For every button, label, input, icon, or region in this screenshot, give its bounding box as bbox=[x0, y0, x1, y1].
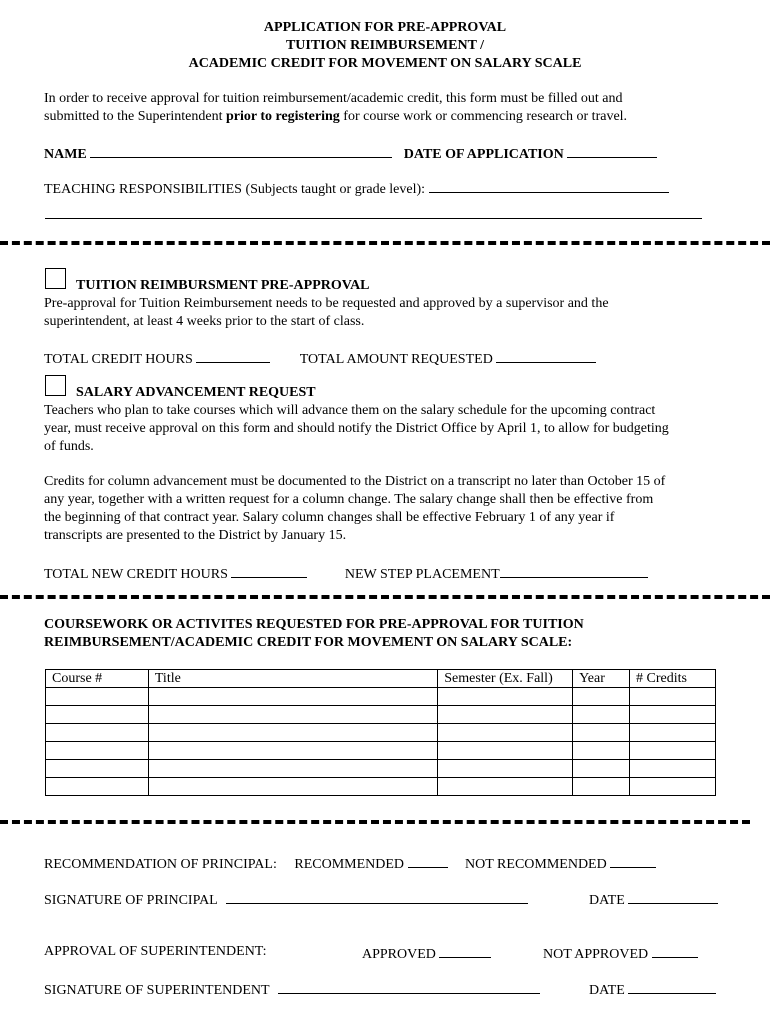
credits-desc-line-2: any year, together with a written request for a column change. The salary change shall then be effective from bbox=[44, 492, 654, 507]
principal-date-label: DATE bbox=[589, 893, 625, 908]
column-header-semester: Semester (Ex. Fall) bbox=[438, 670, 573, 688]
semester-cell[interactable] bbox=[438, 760, 573, 778]
total-credit-hours-label: TOTAL CREDIT HOURS bbox=[44, 352, 193, 367]
salary-desc-line-2: year, must receive approval on this form and should notify the District Office by April 1, to allow for budgeting bbox=[44, 421, 669, 436]
year-cell[interactable] bbox=[573, 724, 630, 742]
year-cell[interactable] bbox=[573, 760, 630, 778]
year-cell[interactable] bbox=[573, 742, 630, 760]
course-cell[interactable] bbox=[46, 706, 149, 724]
course-cell[interactable] bbox=[46, 760, 149, 778]
title-cell[interactable] bbox=[148, 706, 437, 724]
credits-cell[interactable] bbox=[630, 742, 716, 760]
coursework-table bbox=[45, 669, 716, 796]
salary-desc-line-1: Teachers who plan to take courses which will advance them on the salary schedule for the upcoming contract bbox=[44, 403, 656, 418]
total-amount-label: TOTAL AMOUNT REQUESTED bbox=[299, 352, 493, 367]
teaching-field-line-2[interactable] bbox=[45, 218, 702, 219]
teaching-label: TEACHING RESPONSIBILITIES (Subjects taught or grade level): bbox=[44, 182, 426, 197]
salary-totals-row bbox=[44, 563, 648, 584]
credits-cell[interactable] bbox=[630, 778, 716, 796]
name-label: NAME bbox=[44, 147, 87, 162]
table-row bbox=[46, 742, 716, 760]
table-row bbox=[46, 706, 716, 724]
title-cell[interactable] bbox=[148, 688, 437, 706]
semester-cell[interactable] bbox=[438, 778, 573, 796]
salary-heading: SALARY ADVANCEMENT REQUEST bbox=[76, 385, 316, 400]
not-approved-row bbox=[543, 943, 698, 964]
total-amount-field[interactable] bbox=[496, 348, 596, 363]
form-title-line-3: ACADEMIC CREDIT FOR MOVEMENT ON SALARY SCALE bbox=[188, 56, 582, 71]
year-cell[interactable] bbox=[573, 688, 630, 706]
new-credit-hours-label: TOTAL NEW CREDIT HOURS bbox=[44, 567, 228, 582]
approved-field[interactable] bbox=[439, 943, 491, 958]
not-recommended-label: NOT RECOMMENDED bbox=[465, 857, 607, 872]
superintendent-signature-row bbox=[44, 979, 540, 1000]
section-divider bbox=[0, 820, 750, 824]
salary-checkbox[interactable] bbox=[45, 375, 66, 396]
form-title-line-2: TUITION REIMBURSEMENT / bbox=[285, 38, 485, 53]
credits-cell[interactable] bbox=[630, 688, 716, 706]
superintendent-signature-field[interactable] bbox=[278, 979, 540, 994]
superintendent-date-row bbox=[589, 979, 716, 1000]
table-row bbox=[46, 688, 716, 706]
tuition-totals-row bbox=[44, 348, 596, 369]
new-credit-hours-field[interactable] bbox=[231, 563, 307, 578]
course-cell[interactable] bbox=[46, 724, 149, 742]
form-title-line-1: APPLICATION FOR PRE-APPROVAL bbox=[263, 20, 507, 35]
principal-recommendation-row bbox=[44, 853, 656, 874]
recommended-label: RECOMMENDED bbox=[294, 857, 405, 872]
course-cell[interactable] bbox=[46, 688, 149, 706]
credits-cell[interactable] bbox=[630, 724, 716, 742]
column-header-credits: # Credits bbox=[630, 670, 716, 688]
superintendent-date-label: DATE bbox=[589, 983, 625, 998]
tuition-desc-line-1: Pre-approval for Tuition Reimbursement needs to be requested and approved by a supervisor and the bbox=[44, 296, 609, 311]
principal-date-row bbox=[589, 889, 718, 910]
title-cell[interactable] bbox=[148, 778, 437, 796]
section-divider bbox=[0, 241, 770, 245]
name-field-row bbox=[44, 143, 657, 164]
credits-cell[interactable] bbox=[630, 706, 716, 724]
superintendent-signature-label: SIGNATURE OF SUPERINTENDENT bbox=[44, 983, 270, 998]
date-of-application-field[interactable] bbox=[567, 143, 657, 158]
semester-cell[interactable] bbox=[438, 724, 573, 742]
tuition-checkbox[interactable] bbox=[45, 268, 66, 289]
credits-desc-line-4: transcripts are presented to the District by January 15. bbox=[44, 528, 347, 543]
table-row bbox=[46, 760, 716, 778]
year-cell[interactable] bbox=[573, 706, 630, 724]
intro-line-1: In order to receive approval for tuition reimbursement/academic credit, this form must be filled out and bbox=[44, 91, 623, 106]
new-step-field[interactable] bbox=[500, 563, 648, 578]
column-header-year: Year bbox=[573, 670, 630, 688]
teaching-field[interactable] bbox=[429, 178, 669, 193]
intro-line-2: submitted to the Superintendent prior to registering for course work or commencing research or travel. bbox=[44, 109, 628, 124]
new-step-label: NEW STEP PLACEMENT bbox=[344, 567, 500, 582]
column-header-course: Course # bbox=[46, 670, 149, 688]
date-of-application-label: DATE OF APPLICATION bbox=[403, 147, 564, 162]
title-cell[interactable] bbox=[148, 724, 437, 742]
semester-cell[interactable] bbox=[438, 688, 573, 706]
column-header-title: Title bbox=[148, 670, 437, 688]
credits-desc-line-1: Credits for column advancement must be documented to the District on a transcript no later than October 15 of bbox=[44, 474, 666, 489]
principal-signature-row bbox=[44, 889, 528, 910]
name-field[interactable] bbox=[90, 143, 392, 158]
principal-signature-field[interactable] bbox=[226, 889, 528, 904]
semester-cell[interactable] bbox=[438, 742, 573, 760]
year-cell[interactable] bbox=[573, 778, 630, 796]
credits-cell[interactable] bbox=[630, 760, 716, 778]
coursework-heading-2: REIMBURSEMENT/ACADEMIC CREDIT FOR MOVEMENT ON SALARY SCALE: bbox=[44, 635, 573, 650]
not-recommended-field[interactable] bbox=[610, 853, 656, 868]
course-cell[interactable] bbox=[46, 742, 149, 760]
title-cell[interactable] bbox=[148, 742, 437, 760]
credits-desc-line-3: the beginning of that contract year. Salary column changes shall be effective February 1 of any year if bbox=[44, 510, 615, 525]
recommended-field[interactable] bbox=[408, 853, 448, 868]
semester-cell[interactable] bbox=[438, 706, 573, 724]
section-divider bbox=[0, 595, 770, 599]
principal-signature-label: SIGNATURE OF PRINCIPAL bbox=[44, 893, 218, 908]
teaching-row bbox=[44, 178, 669, 199]
table-header-row bbox=[46, 670, 716, 688]
total-credit-hours-field[interactable] bbox=[196, 348, 270, 363]
approved-label: APPROVED bbox=[362, 947, 436, 962]
tuition-desc-line-2: superintendent, at least 4 weeks prior to the start of class. bbox=[44, 314, 365, 329]
intro-emphasis: prior to registering bbox=[225, 109, 340, 124]
superintendent-approval-label: APPROVAL OF SUPERINTENDENT: bbox=[44, 944, 267, 959]
not-approved-field[interactable] bbox=[652, 943, 698, 958]
table-row bbox=[46, 724, 716, 742]
approved-row bbox=[362, 943, 491, 964]
tuition-heading: TUITION REIMBURSMENT PRE-APPROVAL bbox=[76, 278, 370, 293]
not-approved-label: NOT APPROVED bbox=[543, 947, 649, 962]
superintendent-date-field[interactable] bbox=[628, 979, 716, 994]
coursework-heading-1: COURSEWORK OR ACTIVITES REQUESTED FOR PRE-APPROVAL FOR TUITION bbox=[44, 617, 584, 632]
course-cell[interactable] bbox=[46, 778, 149, 796]
title-cell[interactable] bbox=[148, 760, 437, 778]
principal-date-field[interactable] bbox=[628, 889, 718, 904]
principal-recommendation-label: RECOMMENDATION OF PRINCIPAL: bbox=[44, 857, 277, 872]
table-row bbox=[46, 778, 716, 796]
salary-desc-line-3: of funds. bbox=[44, 439, 94, 454]
